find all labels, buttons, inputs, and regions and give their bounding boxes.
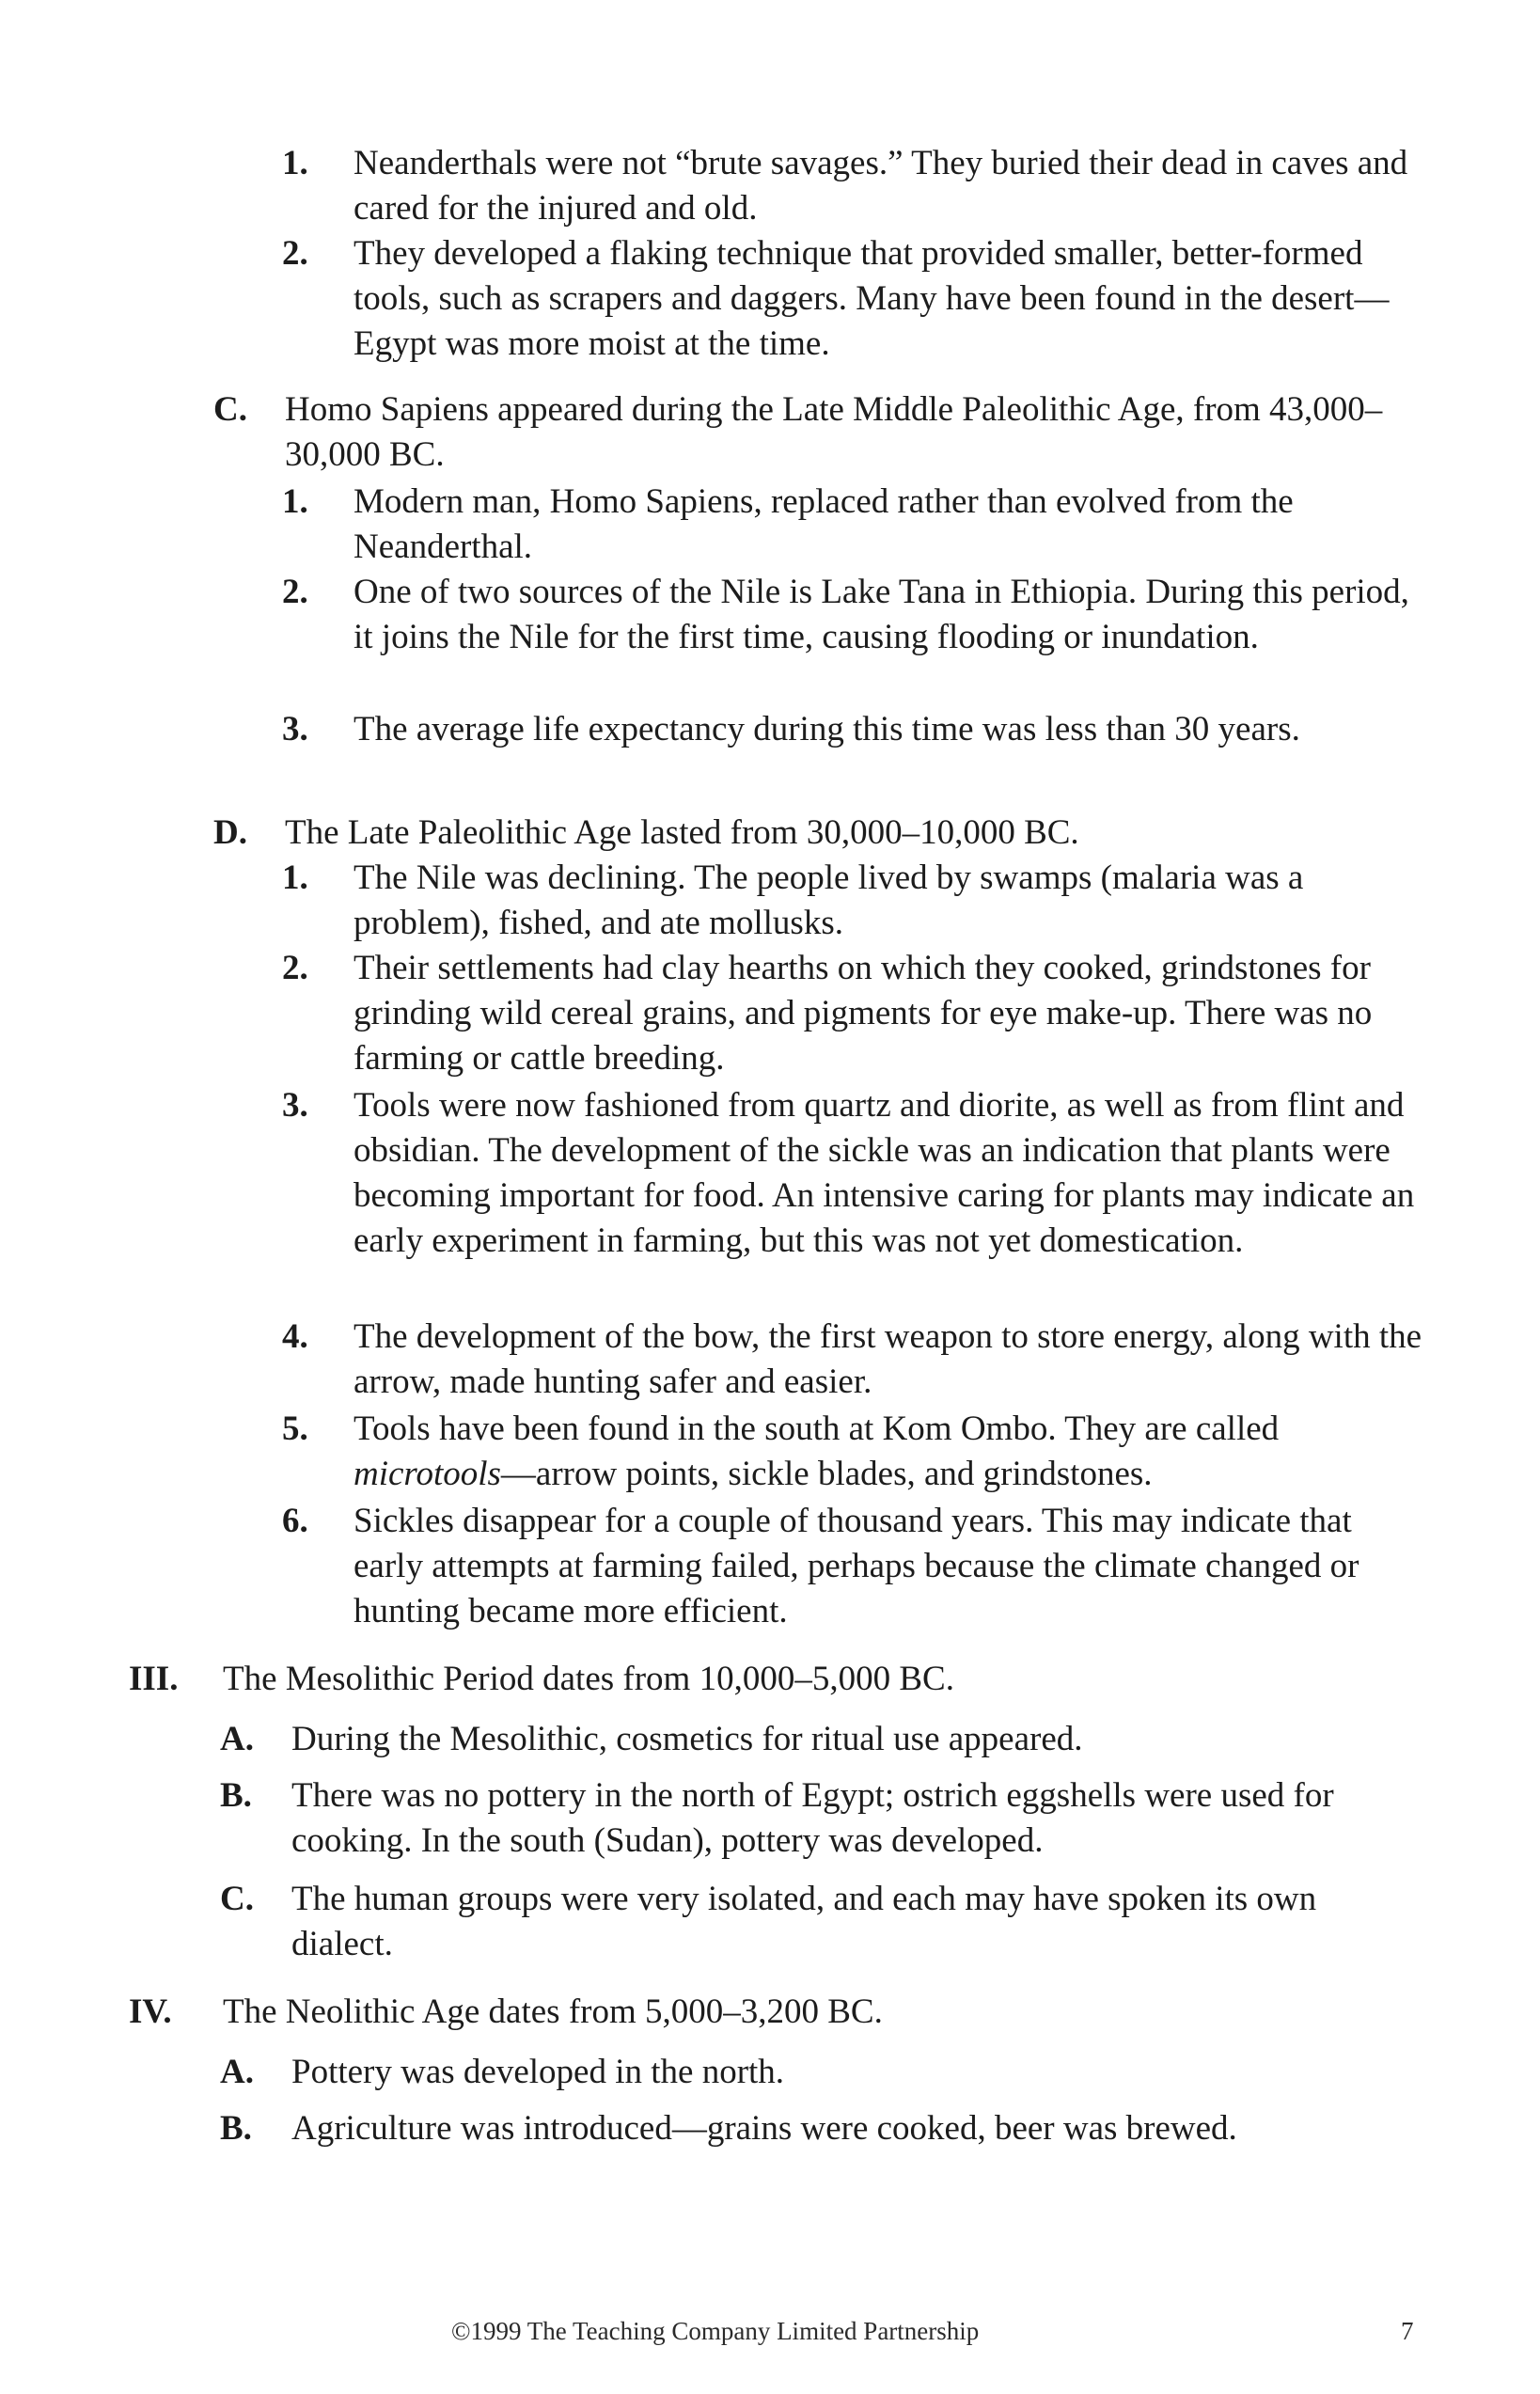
item-label: 2. <box>282 573 308 611</box>
item-label: 3. <box>282 1086 308 1125</box>
outline-item <box>282 231 1425 367</box>
item-text: Pottery was developed in the north. <box>291 2053 785 2091</box>
item-text: Modern man, Homo Sapiens, replaced rather than evolved from the Neanderthal. <box>354 482 1294 566</box>
item-label: C. <box>213 390 247 429</box>
outline-item <box>282 1083 1425 1264</box>
item-label: 4. <box>282 1317 308 1356</box>
item-text-italic: microtools <box>354 1455 501 1493</box>
outline-item <box>282 707 1425 752</box>
item-label: 5. <box>282 1410 308 1448</box>
item-label: C. <box>220 1880 254 1918</box>
item-text-pre: Tools have been found in the south at Kom Ombo. They are called <box>354 1410 1280 1448</box>
item-text: The Mesolithic Period dates from 10,000–5,000 BC. <box>223 1660 954 1698</box>
outline-item <box>282 570 1425 660</box>
footer-copyright: ©1999 The Teaching Company Limited Partnership <box>451 2317 980 2345</box>
outline-item <box>129 1990 1436 2035</box>
item-label: D. <box>213 813 247 852</box>
outline-item <box>129 1657 1436 1702</box>
outline-item <box>220 1717 1424 1762</box>
item-label: 1. <box>282 858 308 897</box>
item-text: Their settlements had clay hearths on which they cooked, grindstones for grinding wild cereal grains, and pigments for eye make-up. There was no farming or cattle breeding. <box>354 949 1373 1078</box>
item-label: B. <box>220 1776 252 1815</box>
item-label: 1. <box>282 482 308 521</box>
item-label: 3. <box>282 710 308 748</box>
item-text: The average life expectancy during this time was less than 30 years. <box>354 710 1300 748</box>
item-label: 2. <box>282 949 308 987</box>
item-label: III. <box>129 1660 179 1698</box>
item-text: The Neolithic Age dates from 5,000–3,200 BC. <box>223 1992 883 2031</box>
outline-item <box>282 946 1425 1081</box>
item-text: The Nile was declining. The people lived by swamps (malaria was a problem), fished, and ate mollusks. <box>354 858 1304 942</box>
item-text: During the Mesolithic, cosmetics for ritual use appeared. <box>291 1720 1083 1758</box>
item-label: 1. <box>282 144 308 182</box>
item-label: A. <box>220 2053 254 2091</box>
item-text: Sickles disappear for a couple of thousand years. This may indicate that early attempts at farming failed, perhaps because the climate changed or hunting became more efficient. <box>354 1502 1359 1630</box>
item-text: Homo Sapiens appeared during the Late Middle Paleolithic Age, from 43,000–30,000 BC. <box>285 390 1383 474</box>
item-label: A. <box>220 1720 254 1758</box>
outline-item <box>282 480 1425 570</box>
item-label: 6. <box>282 1502 308 1540</box>
outline-item <box>213 811 1427 856</box>
item-text: Agriculture was introduced—grains were cooked, beer was brewed. <box>291 2109 1237 2148</box>
outline-item <box>213 387 1427 478</box>
item-text: One of two sources of the Nile is Lake Tana in Ethiopia. During this period, it joins the Nile for the first time, causing flooding or inundation. <box>354 573 1409 656</box>
outline-item <box>282 1407 1425 1497</box>
item-text: Tools were now fashioned from quartz and diorite, as well as from flint and obsidian. The development of the sickle was an indication that plants were becoming important for food. An intensive caring for plants may indicate an early experiment in farming, but this was not yet domestication. <box>354 1086 1415 1260</box>
outline-item <box>282 141 1425 231</box>
outline-item <box>282 1499 1425 1634</box>
outline-item <box>220 2050 1424 2095</box>
item-text: There was no pottery in the north of Egypt; ostrich eggshells were used for cooking. In the south (Sudan), pottery was developed. <box>291 1776 1334 1860</box>
outline-item <box>220 1877 1424 1967</box>
item-text: The development of the bow, the first weapon to store energy, along with the arrow, made hunting safer and easier. <box>354 1317 1422 1401</box>
outline-item <box>282 856 1425 946</box>
outline-item <box>220 2106 1424 2151</box>
item-label: IV. <box>129 1992 172 2031</box>
item-text: They developed a flaking technique that provided smaller, better-formed tools, such as scrapers and daggers. Many have been found in the desert—Egypt was more moist at the time. <box>354 234 1390 363</box>
page-number: 7 <box>1401 2317 1414 2345</box>
item-text-post: —arrow points, sickle blades, and grindstones. <box>500 1455 1153 1493</box>
outline-item <box>282 1315 1425 1405</box>
item-label: B. <box>220 2109 252 2148</box>
item-text: The Late Paleolithic Age lasted from 30,000–10,000 BC. <box>285 813 1079 852</box>
item-text <box>354 1407 1425 1497</box>
item-text: The human groups were very isolated, and each may have spoken its own dialect. <box>291 1880 1317 1963</box>
item-text: Neanderthals were not “brute savages.” They buried their dead in caves and cared for the injured and old. <box>354 144 1408 228</box>
item-label: 2. <box>282 234 308 273</box>
outline-item <box>220 1773 1424 1864</box>
